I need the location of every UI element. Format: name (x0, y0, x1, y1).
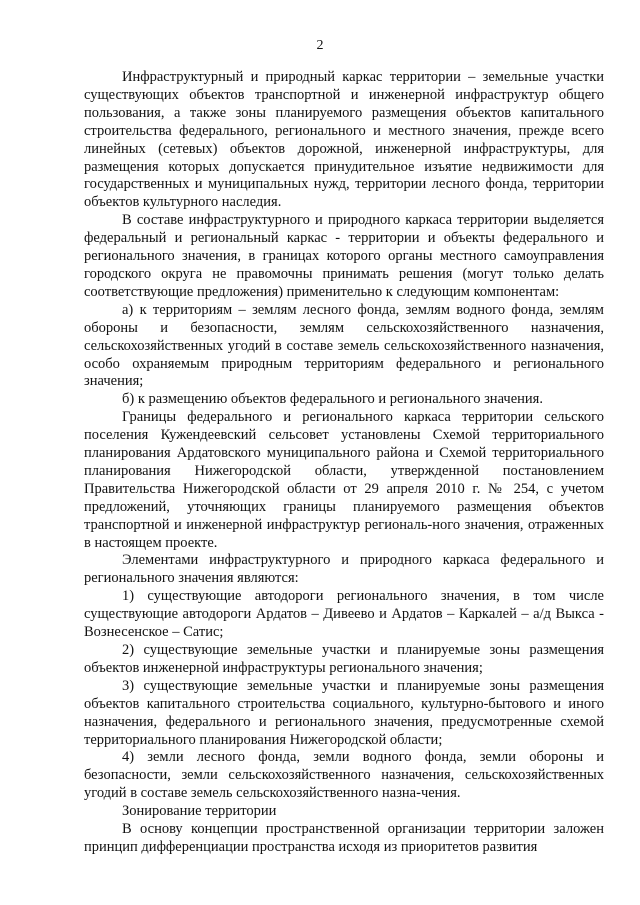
paragraph-federal-regional-frame: В составе инфраструктурного и природного каркаса территории выделяется федеральный и региональный каркас - территории и объекты федерального и регионального значения, в границах которого органы местного самоуправления городского округа не правомочны принимать решения (могут только делать соответствующие предложения) применительно к следующим компонентам: (84, 212, 604, 300)
paragraph-zoning-concept: В основу концепции пространственной организации территории заложен принцип дифференциации пространства исходя из приоритетов развития (84, 821, 604, 855)
paragraph-frame-boundaries: Границы федерального и регионального каркаса территории сельского поселения Кужендеевский сельсовет установлены Схемой территориального планирования Ардатовского муниципального района и Схемой территориального планирования Нижегородской области, утвержденной постановлением Правительства Нижегородской области от 29 апреля 2010 г. № 254, с учетом предложений, уточняющих границы планируемого размещения объектов транспортной и инженерной инфраструктур региональ-ного значения, отраженных в настоящем проекте. (84, 409, 604, 551)
paragraph-list-item-1: 1) существующие автодороги регионального значения, в том числе существующие автодороги Ардатов – Дивеево и Ардатов – Каркалей – а/д Выкса - Вознесенское – Сатис; (84, 588, 604, 641)
page-number: 2 (316, 38, 324, 53)
paragraph-item-b: б) к размещению объектов федерального и регионального значения. (122, 391, 543, 408)
paragraph-item-a: а) к территориям – землям лесного фонда, землям водного фонда, землям обороны и безопасности, землям сельскохозяйственного назначения, сельскохозяйственных угодий в составе земель сельскохозяйственного назначения, особо охраняемым природным территориям федерального и регионального значения; (84, 301, 604, 390)
paragraph-list-item-2: 2) существующие земельные участки и планируемые зоны размещения объектов инженерной инфраструктуры регионального значения; (84, 642, 604, 676)
paragraph-list-item-3: 3) существующие земельные участки и планируемые зоны размещения объектов капитального строительства социального, культурно-бытового и иного назначения, федерального и регионального значения, предусмотренные схемой территориального планирования Нижегородской области; (84, 677, 604, 748)
paragraph-list-item-4: 4) земли лесного фонда, земли водного фонда, земли обороны и безопасности, земли сельскохозяйственного назначения, сельскохозяйственных угодий в составе земель сельскохозяйственного назна-чения. (84, 749, 604, 802)
paragraph-frame-elements-intro: Элементами инфраструктурного и природного каркаса федерального и регионального значения являются: (84, 552, 604, 587)
document-body (84, 69, 604, 857)
paragraph-infrastructure-definition: Инфраструктурный и природный каркас территории – земельные участки существующих объектов транспортной и инженерной инфраструктур общего пользования, а также зоны планируемого размещения объектов капитального строительства федерального, регионального и местного значения, прежде всего линейных (сетевых) объектов дорожной, инженерной инфраструктуры, для размещения которых допускается принудительное изъятие недвижимости для государственных и муниципальных нужд, территории лесного фонда, территории объектов культурного наследия. (84, 69, 604, 211)
section-heading-zoning: Зонирование территории (122, 803, 277, 820)
